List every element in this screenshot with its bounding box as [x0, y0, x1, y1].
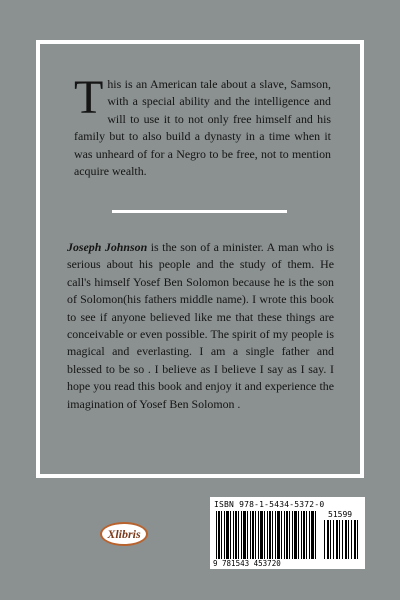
author-bio-paragraph: [67, 239, 334, 413]
synopsis-text: his is an American tale about a slave, Samson, with a special ability and the intelligence and will to use it to not only free himself and his family but to also build a dynasty in a time when it was unheard of for a Negro to be free, not to mention acquire wealth.: [74, 77, 331, 179]
isbn-label: ISBN 978-1-5434-5372-0: [214, 500, 325, 509]
price-barcode-bars: [324, 520, 360, 559]
publisher-logo-text: Xlibris: [107, 527, 141, 541]
price-code: 51599: [328, 510, 353, 519]
barcode-bars: [216, 511, 316, 559]
section-divider: [112, 210, 287, 213]
drop-cap: T: [74, 71, 104, 124]
publisher-logo: [100, 522, 148, 546]
isbn-barcode: [210, 497, 365, 569]
author-name: Joseph Johnson: [67, 240, 148, 254]
synopsis-paragraph: [74, 71, 331, 180]
author-bio-text: is the son of a minister. A man who is serious about his people and the study of them. He call's himself Yosef Ben Solomon because he is the son of Solomon(his fathers middle name). I wrote this book to see if anyone believed like me that these things are conceivable or even possible. The spirit of my people is magical and everlasting. I am a single father and blessed to be so . I believe as I believe I say as I say. I hope you read this book and enjoy it and experience the imagination of Yosef Ben Solomon .: [67, 240, 334, 411]
barcode-digits: 9 781543 453720: [213, 559, 281, 568]
